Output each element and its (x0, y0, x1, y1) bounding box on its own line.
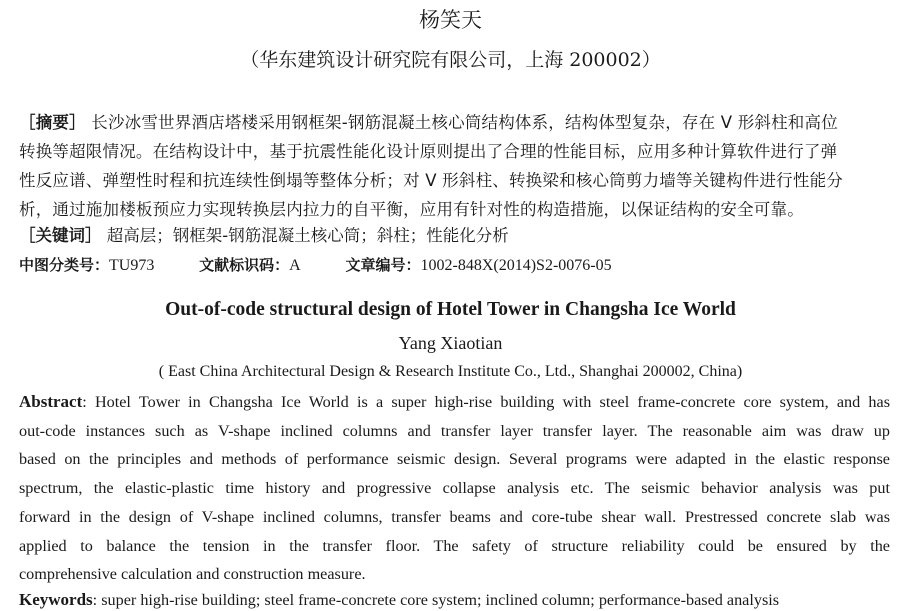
article-number-label: 文章编号： (345, 256, 421, 274)
keywords-cn (19, 224, 509, 248)
paper-title-en: Out-of-code structural design of Hotel Tower in Changsha Ice World (165, 299, 736, 320)
author-name-en: Yang Xiaotian (398, 333, 503, 353)
abstract-en-line: comprehensive calculation and construction measure. (19, 565, 366, 584)
abstract-en-line: spectrum, the elastic-plastic time history and progressive collapse analysis etc. The seismic behavior analysis was put (19, 479, 890, 498)
document-code (199, 254, 301, 277)
doc-code-value: A (289, 257, 301, 274)
abstract-en-line: based on the principles and methods of performance seismic design. Several programs were adapted in the elastic response (19, 450, 890, 469)
abstract-cn-text: 长沙冰雪世界酒店塔楼采用钢框架-钢筋混凝土核心筒结构体系，结构体型复杂，存在 V 形斜柱和高位 (85, 113, 838, 132)
doc-code-label: 文献标识码： (199, 256, 290, 274)
affiliation-en: ( East China Architectural Design & Research Institute Co., Ltd., Shanghai 200002, China) (158, 363, 743, 380)
article-number (345, 254, 611, 277)
abstract-cn-line (19, 108, 891, 137)
keywords-cn-label: ［关键词］ (19, 226, 102, 245)
keywords-en-text: : super high-rise building; steel frame-concrete core system; inclined column; performance-based analysis (92, 591, 780, 609)
clc-value: TU973 (109, 257, 155, 274)
abstract-cn-line: 转换等超限情况。在结构设计中，基于抗震性能化设计原则提出了合理的性能目标，应用多种计算软件进行了弹 (19, 142, 838, 161)
abstract-en-label: Abstract (19, 392, 83, 411)
abstract-cn-line: 析，通过施加楼板预应力实现转换层内拉力的自平衡，应用有针对性的构造措施，以保证结构的安全可靠。 (19, 200, 804, 219)
keywords-cn-text: 超高层；钢框架-钢筋混凝土核心筒；斜柱；性能化分析 (101, 226, 509, 245)
keywords-en (19, 589, 779, 611)
abstract-cn (19, 108, 891, 224)
clc-number (19, 254, 154, 277)
clc-label: 中图分类号： (19, 256, 110, 274)
abstract-cn-label: ［摘要］ (19, 113, 86, 132)
abstract-en-line: forward in the design of V-shape inclined columns, transfer beams and core-tube shear wall. Prestressed concrete slab was (19, 507, 890, 526)
abstract-en-line: applied to balance the tension in the transfer floor. The safety of structure reliability could be ensured by the (19, 536, 890, 555)
author-name-cn: 杨笑天 (419, 8, 482, 32)
classification-line (19, 254, 652, 277)
abstract-en (19, 388, 890, 589)
affiliation-cn: （华东建筑设计研究院有限公司，上海 200002） (240, 49, 661, 71)
abstract-cn-line: 性反应谱、弹塑性时程和抗连续性倒塌等整体分析；对 V 形斜柱、转换梁和核心筒剪力墙等关键构件进行性能分 (19, 171, 843, 190)
abstract-en-line (19, 388, 890, 417)
abstract-en-text: : Hotel Tower in Changsha Ice World is a super high-rise building with steel frame-concrete core system, and has (82, 393, 890, 411)
keywords-en-label: Keywords (19, 590, 93, 609)
abstract-en-line: out-code instances such as V-shape inclined columns and transfer layer transfer layer. The reasonable aim was draw up (19, 421, 890, 440)
article-number-value: 1002-848X(2014)S2-0076-05 (420, 257, 612, 274)
